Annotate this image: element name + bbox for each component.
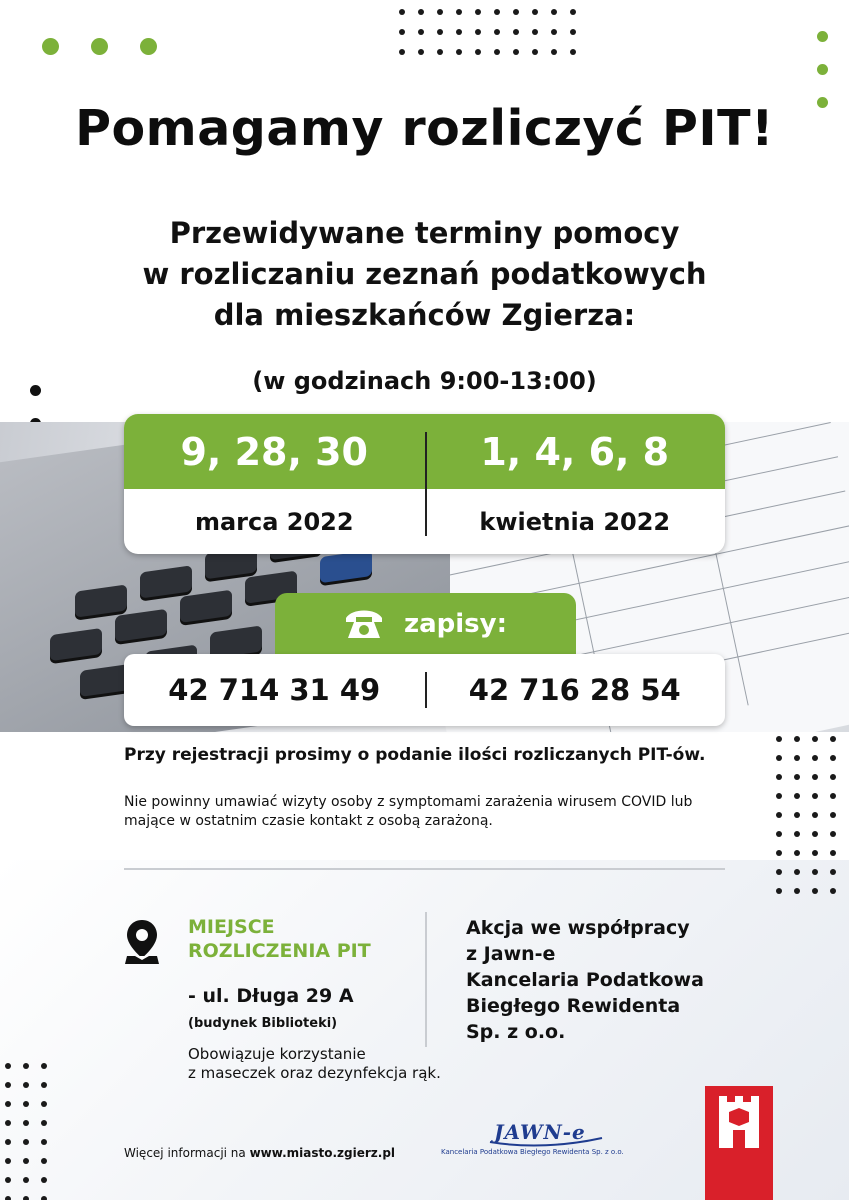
grid-dot xyxy=(41,1158,47,1164)
grid-dot xyxy=(41,1082,47,1088)
grid-dot xyxy=(532,9,538,15)
grid-dot xyxy=(794,774,800,780)
grid-dot xyxy=(776,755,782,761)
grid-dot xyxy=(830,755,836,761)
cooperation-line: Sp. z o.o. xyxy=(466,1021,566,1043)
grid-dot xyxy=(5,1101,11,1107)
grid-dot xyxy=(551,9,557,15)
subtitle-line: Przewidywane terminy pomocy xyxy=(169,216,680,250)
subtitle-line: w rozliczaniu zeznań podatkowych xyxy=(142,257,707,291)
grid-dot xyxy=(551,49,557,55)
grid-dot xyxy=(513,29,519,35)
grid-dot xyxy=(513,49,519,55)
grid-dot xyxy=(437,49,443,55)
phone-numbers xyxy=(124,654,725,726)
zgierz-crest-logo xyxy=(705,1086,773,1200)
grid-dot xyxy=(5,1139,11,1145)
grid-dot xyxy=(830,831,836,837)
grid-dot xyxy=(399,9,405,15)
grid-dot xyxy=(456,9,462,15)
place-building: (budynek Biblioteki) xyxy=(188,1016,338,1031)
telephone-icon xyxy=(344,608,384,640)
grid-dot xyxy=(5,1082,11,1088)
more-info-link[interactable]: www.miasto.zgierz.pl xyxy=(249,1146,396,1160)
place-title-line: ROZLICZENIA PIT xyxy=(188,940,371,962)
dates-card xyxy=(124,414,725,554)
grid-dot xyxy=(41,1063,47,1069)
grid-dot xyxy=(494,29,500,35)
grid-dot xyxy=(830,812,836,818)
grid-dot xyxy=(456,29,462,35)
grid-dot xyxy=(812,755,818,761)
grid-dot xyxy=(23,1196,29,1200)
grid-dot xyxy=(532,49,538,55)
grid-dot xyxy=(812,774,818,780)
grid-dot xyxy=(776,736,782,742)
grid-dot xyxy=(23,1139,29,1145)
grid-dot xyxy=(812,831,818,837)
grid-dot xyxy=(794,793,800,799)
grid-dot xyxy=(830,793,836,799)
registration-note: Przy rejestracji prosimy o podanie ilości rozliczanych PIT-ów. xyxy=(124,745,706,765)
grid-dot xyxy=(5,1120,11,1126)
grid-dot xyxy=(570,29,576,35)
masks-note xyxy=(188,1045,441,1083)
grid-dot xyxy=(475,29,481,35)
grid-dot xyxy=(23,1120,29,1126)
grid-dot xyxy=(437,9,443,15)
more-info xyxy=(124,1146,395,1160)
grid-dot xyxy=(437,29,443,35)
grid-dot xyxy=(776,812,782,818)
grid-dot xyxy=(830,774,836,780)
masks-note-line: z maseczek oraz dezynfekcja rąk. xyxy=(188,1064,441,1082)
cooperation-line: Kancelaria Podatkowa xyxy=(466,969,704,991)
grid-dot xyxy=(5,1063,11,1069)
phone-number-1[interactable]: 42 714 31 49 xyxy=(168,673,381,707)
grid-dot xyxy=(776,869,782,875)
grid-dot xyxy=(399,29,405,35)
grid-dot xyxy=(5,1158,11,1164)
grid-dot xyxy=(494,9,500,15)
grid-dot xyxy=(41,1101,47,1107)
grid-dot xyxy=(794,869,800,875)
cooperation-line: Biegłego Rewidenta xyxy=(466,995,681,1017)
place-title xyxy=(188,915,371,963)
divider xyxy=(425,672,427,708)
april-days: 1, 4, 6, 8 xyxy=(480,429,670,474)
grid-dot xyxy=(570,49,576,55)
grid-dot xyxy=(41,1196,47,1200)
march-label: marca 2022 xyxy=(194,507,354,536)
grid-dot xyxy=(812,736,818,742)
grid-dot xyxy=(41,1139,47,1145)
grid-dot xyxy=(456,49,462,55)
signup-label: zapisy: xyxy=(403,609,508,639)
grid-dot xyxy=(5,1196,11,1200)
divider xyxy=(425,432,427,536)
vertical-divider xyxy=(425,912,427,1047)
grid-dot xyxy=(41,1120,47,1126)
grid-dot xyxy=(570,9,576,15)
grid-dot xyxy=(23,1101,29,1107)
grid-dot xyxy=(475,49,481,55)
phone-number-2[interactable]: 42 716 28 54 xyxy=(468,673,681,707)
march-days: 9, 28, 30 xyxy=(180,429,369,474)
grid-dot xyxy=(418,29,424,35)
grid-dot xyxy=(812,812,818,818)
grid-dot xyxy=(5,1177,11,1183)
grid-dot xyxy=(513,9,519,15)
cooperation-line: Akcja we współpracy xyxy=(466,917,690,939)
cooperation-note xyxy=(466,915,704,1045)
cooperation-line: z Jawn-e xyxy=(466,943,556,965)
dot-grid-decoration xyxy=(399,9,576,55)
masks-note-line: Obowiązuje korzystanie xyxy=(188,1045,366,1063)
grid-dot xyxy=(794,736,800,742)
grid-dot xyxy=(812,888,818,894)
dot-grid-left-decoration xyxy=(5,1063,47,1200)
grid-dot xyxy=(475,9,481,15)
grid-dot xyxy=(399,49,405,55)
covid-note-line: Nie powinny umawiać wizyty osoby z symptomami zarażenia wirusem COVID lub xyxy=(124,794,693,810)
grid-dot xyxy=(551,29,557,35)
grid-dot xyxy=(23,1063,29,1069)
page-title: Pomagamy rozliczyć PIT! xyxy=(75,100,774,157)
green-dots-decoration xyxy=(42,38,157,55)
partner-logo-subtitle: Kancelaria Podatkowa Biegłego Rewidenta Sp. z o.o. xyxy=(441,1148,624,1156)
grid-dot xyxy=(794,755,800,761)
grid-dot xyxy=(830,850,836,856)
section-divider xyxy=(124,868,725,870)
covid-note xyxy=(124,793,764,831)
grid-dot xyxy=(494,49,500,55)
green-dots-vertical-decoration xyxy=(817,31,828,108)
place-address: - ul. Długa 29 A xyxy=(188,985,354,1007)
grid-dot xyxy=(794,812,800,818)
grid-dot xyxy=(532,29,538,35)
grid-dot xyxy=(23,1082,29,1088)
grid-dot xyxy=(830,888,836,894)
grid-dot xyxy=(418,9,424,15)
partner-logo: JAWN-e xyxy=(494,1120,586,1144)
grid-dot xyxy=(776,774,782,780)
grid-dot xyxy=(23,1158,29,1164)
grid-dot xyxy=(776,850,782,856)
grid-dot xyxy=(830,869,836,875)
grid-dot xyxy=(776,831,782,837)
subtitle xyxy=(0,213,849,336)
grid-dot xyxy=(776,793,782,799)
covid-note-line: mające w ostatnim czasie kontakt z osobą zarażoną. xyxy=(124,813,493,829)
grid-dot xyxy=(418,49,424,55)
april-label: kwietnia 2022 xyxy=(479,507,671,536)
grid-dot xyxy=(23,1177,29,1183)
grid-dot xyxy=(812,869,818,875)
grid-dot xyxy=(830,736,836,742)
grid-dot xyxy=(812,793,818,799)
signup-header xyxy=(275,593,576,655)
grid-dot xyxy=(794,831,800,837)
grid-dot xyxy=(41,1177,47,1183)
grid-dot xyxy=(794,850,800,856)
grid-dot xyxy=(776,888,782,894)
dot-grid-right-decoration xyxy=(776,717,836,894)
location-pin-icon xyxy=(124,918,160,966)
subtitle-line: dla mieszkańców Zgierza: xyxy=(213,298,636,332)
place-title-line: MIEJSCE xyxy=(188,916,275,938)
grid-dot xyxy=(794,888,800,894)
opening-hours: (w godzinach 9:00-13:00) xyxy=(252,367,597,395)
more-info-prefix: Więcej informacji na xyxy=(124,1146,246,1160)
grid-dot xyxy=(812,850,818,856)
